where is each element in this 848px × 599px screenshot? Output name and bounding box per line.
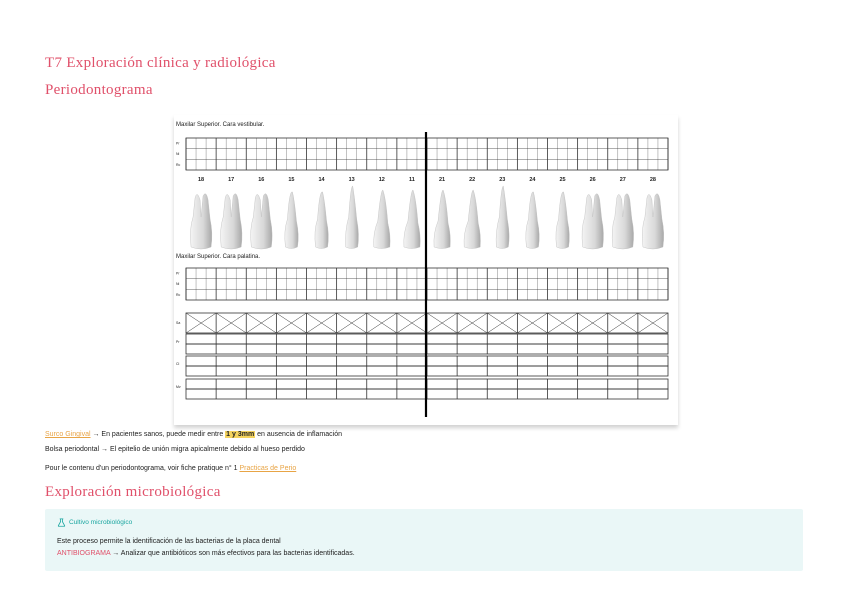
tooth-23 xyxy=(496,186,509,249)
row-label: Sa xyxy=(176,321,181,325)
row-label: Rc xyxy=(176,162,181,167)
surco-gingival-link[interactable]: Surco Gingival xyxy=(45,431,91,438)
surco-text-b: en ausencia de inflamación xyxy=(255,431,342,438)
flask-icon xyxy=(57,518,66,527)
tooth-number: 28 xyxy=(649,177,656,183)
tooth-number: 26 xyxy=(589,177,596,183)
tooth-15 xyxy=(285,192,298,249)
surco-text-a: → En pacientes sanos, puede medir entre xyxy=(90,431,226,438)
tooth-number: 16 xyxy=(258,177,265,183)
surco-highlight: 1 y 3mm xyxy=(226,431,255,438)
periodontogram-chart xyxy=(174,115,678,425)
row-label: Pr xyxy=(176,271,180,276)
tooth-number: 23 xyxy=(499,177,506,183)
row-label: Rc xyxy=(176,292,181,297)
section-heading-periodontogram: Periodontograma xyxy=(45,82,153,98)
tooth-number: 25 xyxy=(559,177,566,183)
row-label: Pr xyxy=(176,141,180,146)
tooth-13 xyxy=(345,186,358,249)
callout-line2 xyxy=(57,550,355,557)
page-title: T7 Exploración clínica y radiológica xyxy=(45,55,276,71)
section-heading-micro: Exploración microbiológica xyxy=(45,484,221,500)
callout-title-text: Cultivo microbiológico xyxy=(69,519,133,526)
callout-title xyxy=(57,518,132,527)
tooth-22 xyxy=(464,190,480,249)
tooth-number: 21 xyxy=(439,177,446,183)
tooth-21 xyxy=(434,190,450,249)
row-label: Cl xyxy=(176,362,180,366)
tooth-24 xyxy=(526,192,539,249)
tooth-14 xyxy=(315,192,328,249)
tooth-number: 24 xyxy=(529,177,536,183)
pour-text: Pour le contenu d'un periodontograma, voir fiche pratique n° 1 xyxy=(45,465,240,472)
practicas-perio-link[interactable]: Practicas de Perio xyxy=(239,465,297,472)
tooth-number: 15 xyxy=(288,177,295,183)
tooth-18 xyxy=(190,194,211,249)
note-pour xyxy=(45,465,296,472)
note-surco xyxy=(45,431,342,438)
tooth-27 xyxy=(612,194,633,249)
row-label: Pr xyxy=(176,340,180,344)
callout-line2-text: → Analizar que antibióticos son más efectivos para las bacterias identificadas. xyxy=(110,550,355,557)
tooth-number: 22 xyxy=(469,177,476,183)
tooth-11 xyxy=(404,190,420,249)
tooth-number: 27 xyxy=(619,177,626,183)
tooth-number: 17 xyxy=(228,177,235,183)
tooth-16 xyxy=(251,194,272,249)
tooth-number: 11 xyxy=(409,177,415,183)
tooth-12 xyxy=(374,190,390,249)
palatal-label: Maxilar Superior. Cara palatina. xyxy=(176,254,261,260)
tooth-28 xyxy=(642,194,663,249)
tooth-25 xyxy=(556,192,569,249)
callout-box xyxy=(45,509,803,571)
note-bolsa: Bolsa periodontal → El epitelio de unión migra apicalmente debido al hueso perdido xyxy=(45,446,305,453)
row-label: Ni xyxy=(176,282,180,287)
callout-line1: Este proceso permite la identificación de las bacterias de la placa dental xyxy=(57,538,281,545)
row-label: Ni xyxy=(176,152,180,157)
tooth-26 xyxy=(582,194,603,249)
upper-label: Maxilar Superior. Cara vestibular. xyxy=(176,122,265,128)
row-label: Mv xyxy=(176,385,181,389)
tooth-number: 18 xyxy=(198,177,205,183)
tooth-number: 14 xyxy=(318,177,325,183)
tooth-17 xyxy=(221,194,242,249)
tooth-number: 12 xyxy=(378,177,385,183)
antibiograma-term: ANTIBIOGRAMA xyxy=(57,550,111,557)
tooth-number: 13 xyxy=(348,177,355,183)
